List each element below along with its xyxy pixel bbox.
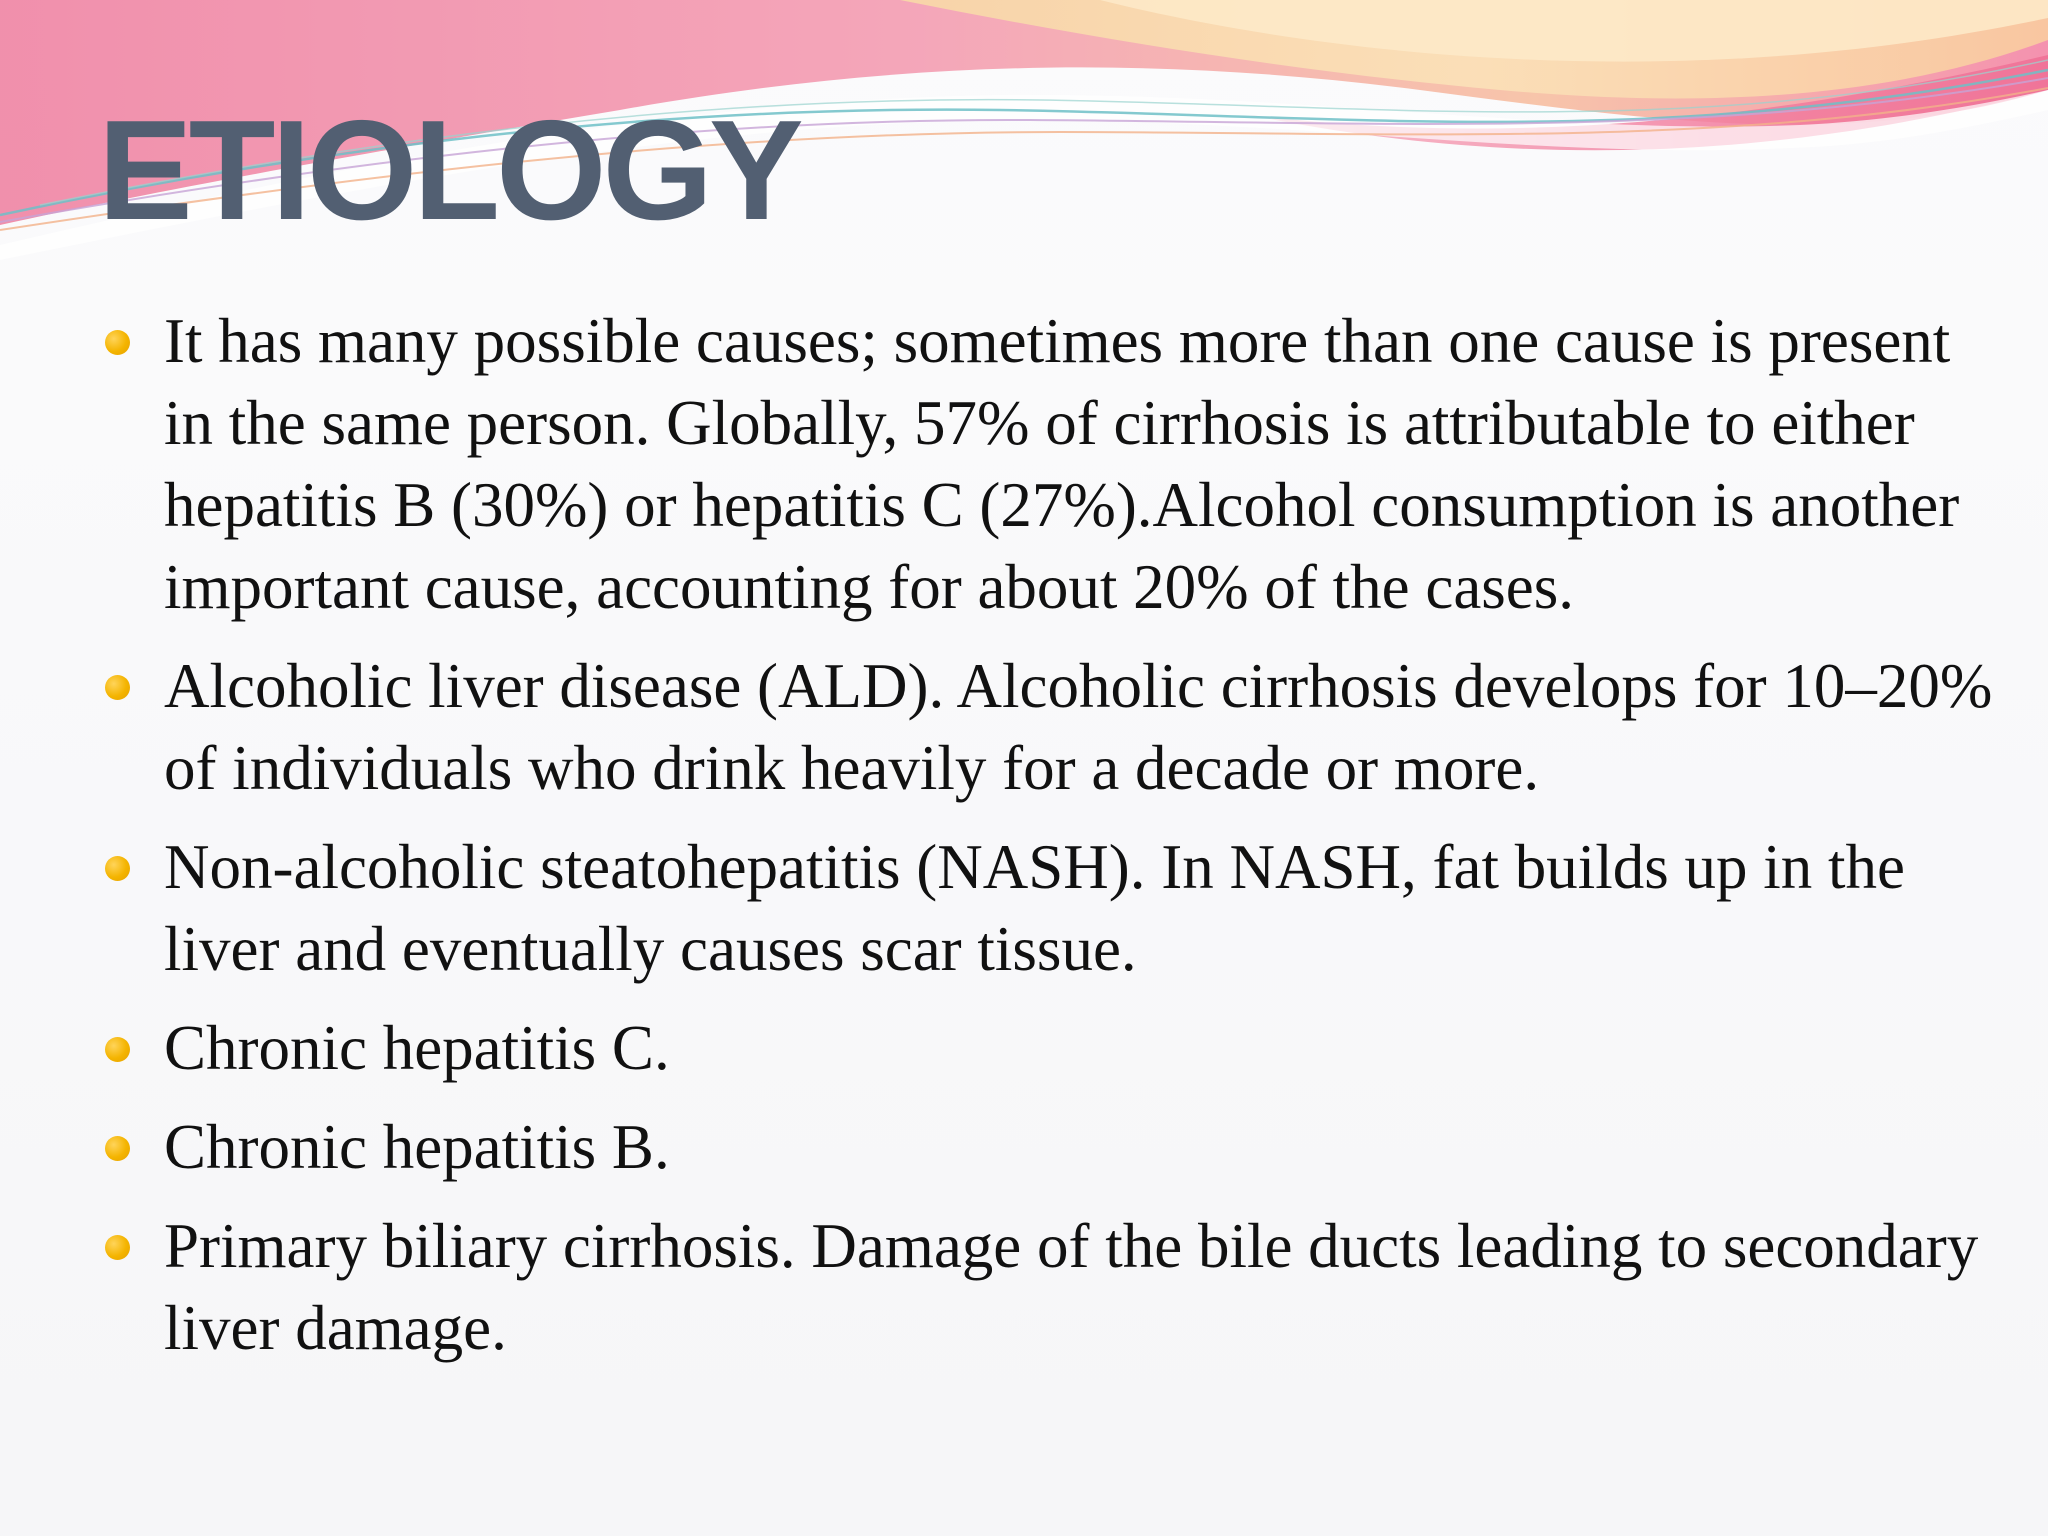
- bullet-dot-icon: [105, 856, 130, 881]
- bullet-dot-icon: [105, 330, 130, 355]
- slide-title: ETIOLOGY: [98, 91, 800, 250]
- bullet-item: [100, 645, 2000, 809]
- bullet-dot-icon: [105, 1235, 130, 1260]
- bullet-text: It has many possible causes; sometimes more than one cause is present in the same person. Globally, 57% of cirrhosis is attributable to either hepatitis B (30%) or hepatitis C (27%).Alcohol consumption is another important cause, accounting for about 20% of the cases.: [164, 306, 1960, 622]
- bullet-dot-icon: [105, 1136, 130, 1161]
- bullet-item: [100, 826, 2000, 990]
- bullet-item: [100, 300, 2000, 628]
- bullet-item: [100, 1205, 2000, 1369]
- bullet-text: Chronic hepatitis C.: [164, 1013, 670, 1083]
- bullet-list: [100, 300, 2000, 1386]
- bullet-text: Chronic hepatitis B.: [164, 1112, 670, 1182]
- bullet-text: Primary biliary cirrhosis. Damage of the bile ducts leading to secondary liver damage.: [164, 1211, 1979, 1363]
- bullet-text: Non-alcoholic steatohepatitis (NASH). In NASH, fat builds up in the liver and eventually causes scar tissue.: [164, 832, 1905, 984]
- bullet-item: [100, 1106, 2000, 1188]
- bullet-item: [100, 1007, 2000, 1089]
- bullet-dot-icon: [105, 1037, 130, 1062]
- bullet-dot-icon: [105, 675, 130, 700]
- bullet-text: Alcoholic liver disease (ALD). Alcoholic cirrhosis develops for 10–20% of individuals who drink heavily for a decade or more.: [164, 651, 1993, 803]
